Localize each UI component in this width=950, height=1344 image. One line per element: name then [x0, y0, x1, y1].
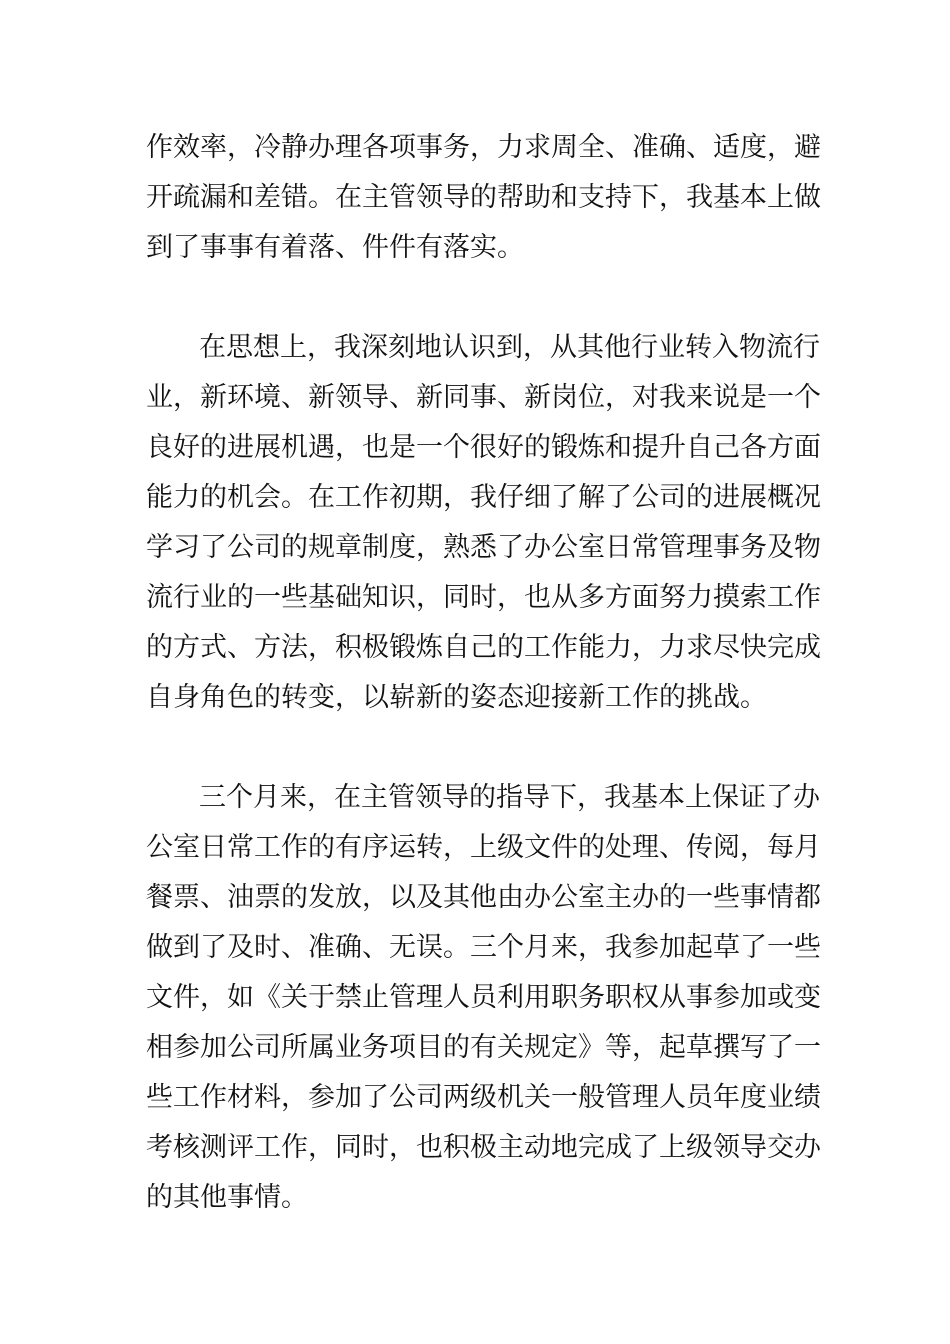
text-line: 作效率，冷静办理各项事务，力求周全、准确、适度，避 — [146, 132, 821, 163]
text-line: 相参加公司所属业务项目的有关规定》等，起草撰写了一 — [146, 1032, 821, 1063]
text-line: 做到了及时、准确、无误。三个月来，我参加起草了一些 — [146, 932, 821, 963]
text-line: 考核测评工作，同时，也积极主动地完成了上级领导交办 — [146, 1132, 821, 1163]
text-line: 餐票、油票的发放，以及其他由办公室主办的一些事情都 — [146, 882, 821, 913]
text-line: 些工作材料，参加了公司两级机关一般管理人员年度业绩 — [146, 1082, 821, 1113]
text-line: 到了事事有着落、件件有落实。 — [146, 232, 524, 263]
text-line: 的方式、方法，积极锻炼自己的工作能力，力求尽快完成 — [146, 632, 821, 663]
text-line: 流行业的一些基础知识，同时，也从多方面努力摸索工作 — [146, 582, 821, 613]
text-line: 开疏漏和差错。在主管领导的帮助和支持下，我基本上做 — [146, 182, 821, 213]
text-line: 公室日常工作的有序运转，上级文件的处理、传阅，每月 — [146, 832, 821, 863]
text-line: 自身角色的转变，以崭新的姿态迎接新工作的挑战。 — [146, 682, 767, 713]
text-line: 在思想上，我深刻地认识到，从其他行业转入物流行 — [199, 332, 820, 363]
text-line: 学习了公司的规章制度，熟悉了办公室日常管理事务及物 — [146, 532, 821, 563]
text-line: 能力的机会。在工作初期，我仔细了解了公司的进展概况 — [146, 482, 821, 513]
text-line: 业，新环境、新领导、新同事、新岗位，对我来说是一个 — [146, 382, 821, 413]
text-line: 的其他事情。 — [146, 1182, 308, 1213]
text-line: 良好的进展机遇，也是一个很好的锻炼和提升自己各方面 — [146, 432, 821, 463]
text-line: 三个月来，在主管领导的指导下，我基本上保证了办 — [199, 782, 820, 813]
text-line: 文件，如《关于禁止管理人员利用职务职权从事参加或变 — [146, 982, 821, 1013]
